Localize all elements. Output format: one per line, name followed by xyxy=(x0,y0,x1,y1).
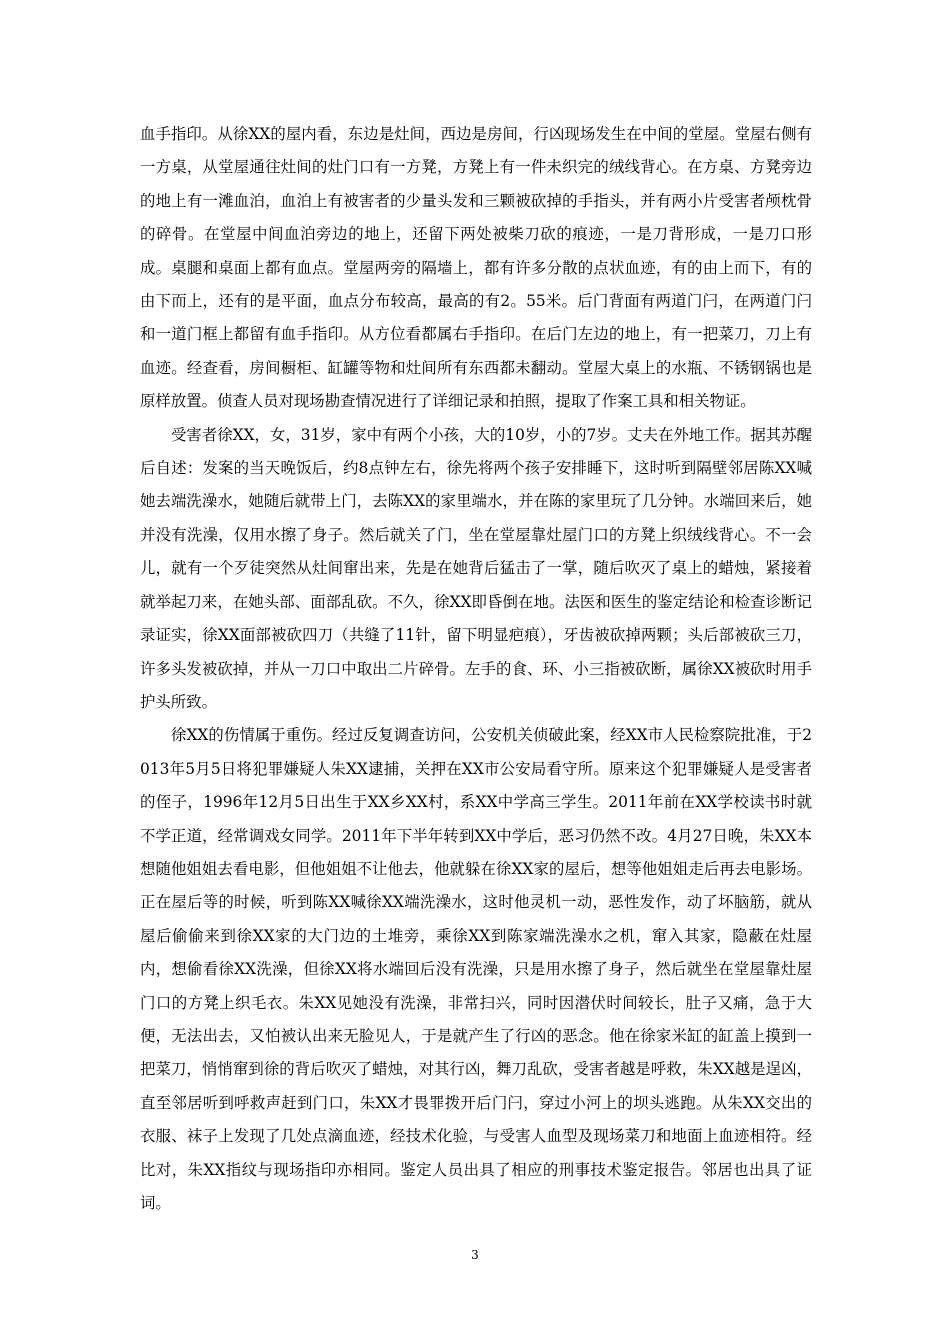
paragraph-crime-scene: 血手指印。从徐XX的屋内看，东边是灶间，西边是房间，行凶现场发生在中间的堂屋。堂屋右侧有一方桌，从堂屋通往灶间的灶门口有一方凳，方凳上有一件未织完的绒线背心。在方桌、方凳旁边的地上有一滩血泊，血泊上有被害者的少量头发和三颗被砍掉的手指头，并有两小片受害者颅枕骨的碎骨。在堂屋中间血泊旁边的地上，还留下两处被柴刀砍的痕迹，一是刀背形成，一是刀口形成。桌腿和桌面上都有血点。堂屋两旁的隔墙上，都有许多分散的点状血迹，有的由上而下，有的由下而上，还有的是平面，血点分布较高，最高的有2。55米。后门背面有两道门闩，在两道门闩和一道门框上都留有血手指印。从方位看都属右手指印。在后门左边的地上，有一把菜刀，刀上有血迹。经查看，房间橱柜、缸罐等物和灶间所有东西都未翻动。堂屋大桌上的水瓶、不锈钢锅也是原样放置。侦查人员对现场勘查情况进行了详细记录和拍照，提取了作案工具和相关物证。 xyxy=(140,125,812,411)
page-number: 3 xyxy=(471,1248,479,1262)
document-body xyxy=(140,118,812,1220)
paragraph-victim-statement: 受害者徐XX，女，31岁，家中有两个小孩，大的10岁，小的7岁。丈夫在外地工作。据其苏醒后自述：发案的当天晚饭后，约8点钟左右，徐先将两个孩子安排睡下，这时听到隔壁邻居陈XX喊她去端洗澡水，她随后就带上门，去陈XX的家里端水，并在陈的家里玩了几分钟。水端回来后，她并没有洗澡，仅用水擦了身子。然后就关了门，坐在堂屋靠灶屋门口的方凳上织绒线背心。不一会儿，就有一个歹徒突然从灶间窜出来，先是在她背后猛击了一掌，随后吹灭了桌上的蜡烛，紧接着就举起刀来，在她头部、面部乱砍。不久，徐XX即昏倒在地。法医和医生的鉴定结论和检查诊断记录证实，徐XX面部被砍四刀（共缝了11针，留下明显疤痕），牙齿被砍掉两颗；头后部被砍三刀，许多头发被砍掉，并从一刀口中取出二片碎骨。左手的食、环、小三指被砍断，属徐XX被砍时用手护头所致。 xyxy=(140,425,812,711)
paragraph-investigation: 徐XX的伤情属于重伤。经过反复调查访问，公安机关侦破此案，经XX市人民检察院批准，于2013年5月5日将犯罪嫌疑人朱XX逮捕，关押在XX市公安局看守所。原来这个犯罪嫌疑人是受害者的侄子，1996年12月5日出生于XX乡XX村，系XX中学高三学生。2011年前在XX学校读书时就不学正道，经常调戏女同学。2011年下半年转到XX中学后，恶习仍然不改。4月27日晚，朱XX本想随他姐姐去看电影，但他姐姐不让他去，他就躲在徐XX家的屋后，想等他姐姐走后再去电影场。正在屋后等的时候，听到陈XX喊徐XX端洗澡水，这时他灵机一动，恶性发作，动了坏脑筋，就从屋后偷偷来到徐XX家的大门边的土堆旁，乘徐XX到陈家端洗澡水之机，窜入其家，隐蔽在灶屋内，想偷看徐XX洗澡，但徐XX将水端回后没有洗澡，只是用水擦了身子，然后就坐在堂屋靠灶屋门口的方凳上织毛衣。朱XX见她没有洗澡，非常扫兴，同时因潜伏时间较长，肚子又痛，急于大便，无法出去，又怕被认出来无脸见人，于是就产生了行凶的恶念。他在徐家米缸的缸盖上摸到一把菜刀，悄悄窜到徐的背后吹灭了蜡烛，对其行凶，舞刀乱砍，受害者越是呼救，朱XX越是逞凶，直至邻居听到呼救声赶到门口，朱XX才畏罪拨开后门闩，穿过小河上的坝头逃跑。从朱XX交出的衣服、袜子上发现了几处点滴血迹，经技术化验，与受害人血型及现场菜刀和地面上血迹相符。经比对，朱XX指纹与现场指印亦相同。鉴定人员出具了相应的刑事技术鉴定报告。邻居也出具了证词。 xyxy=(140,726,812,1212)
